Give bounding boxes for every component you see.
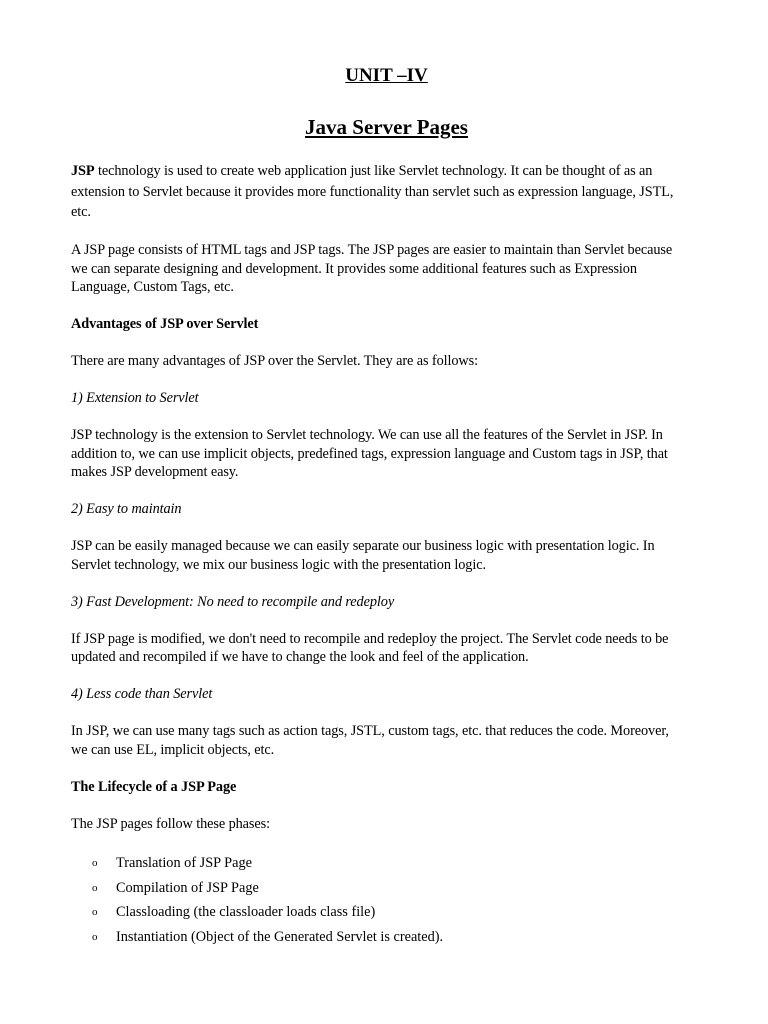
list-item [71,900,688,925]
intro-text: technology is used to create web application just like Servlet technology. It can be thought of as an extension to Servlet because it provides more functionality than servlet such as expression language, JSTL, etc. [71,163,674,220]
paragraph-jsp-page: A JSP page consists of HTML tags and JSP tags. The JSP pages are easier to maintain than Servlet because we can separate designing and development. It provides some additional features such as Expression Language, Custom Tags, etc. [71,242,673,295]
page-title: Java Server Pages [305,115,468,139]
list-item [71,851,688,876]
unit-title: UNIT –IV [345,65,428,86]
advantage-text-2: JSP can be easily managed because we can easily separate our business logic with presentation logic. In Servlet technology, we mix our business logic with the presentation logic. [71,538,655,573]
phase-text: Translation of JSP Page [116,855,252,871]
phase-text: Instantiation (Object of the Generated Servlet is created). [116,928,444,945]
advantage-text-1: JSP technology is the extension to Servlet technology. We can use all the features of the Servlet in JSP. In addition to, we can use implicit objects, predefined tags, expression language and Custom tags in JSP, that makes JSP development easy. [71,427,668,480]
intro-bold-lead: JSP [71,163,95,179]
advantage-text-4: In JSP, we can use many tags such as action tags, JSTL, custom tags, etc. that reduces the code. Moreover, we can use EL, implicit objects, etc. [71,723,669,758]
list-item [71,925,688,950]
advantage-text-3: If JSP page is modified, we don't need to recompile and redeploy the project. The Servlet code needs to be updated and recompiled if we have to change the look and feel of the application. [71,630,669,665]
bullet-icon: o [92,857,98,869]
intro-paragraph [71,161,688,223]
bullet-icon: o [92,881,98,894]
advantage-title-2: 2) Easy to maintain [71,501,182,517]
phase-text: Classloading (the classloader loads class file) [116,904,376,920]
advantages-intro: There are many advantages of JSP over the Servlet. They are as follows: [71,353,478,369]
lifecycle-heading: The Lifecycle of a JSP Page [71,778,237,795]
bullet-icon: o [92,930,98,943]
list-item [71,876,688,901]
phase-text: Compilation of JSP Page [116,879,259,896]
advantage-title-1: 1) Extension to Servlet [71,390,199,406]
advantage-title-4: 4) Less code than Servlet [71,686,213,702]
bullet-icon: o [92,906,98,918]
advantage-title-3: 3) Fast Development: No need to recompile and redeploy [71,593,395,610]
lifecycle-intro: The JSP pages follow these phases: [71,815,270,832]
phases-list [71,851,688,949]
advantages-heading: Advantages of JSP over Servlet [71,316,259,332]
